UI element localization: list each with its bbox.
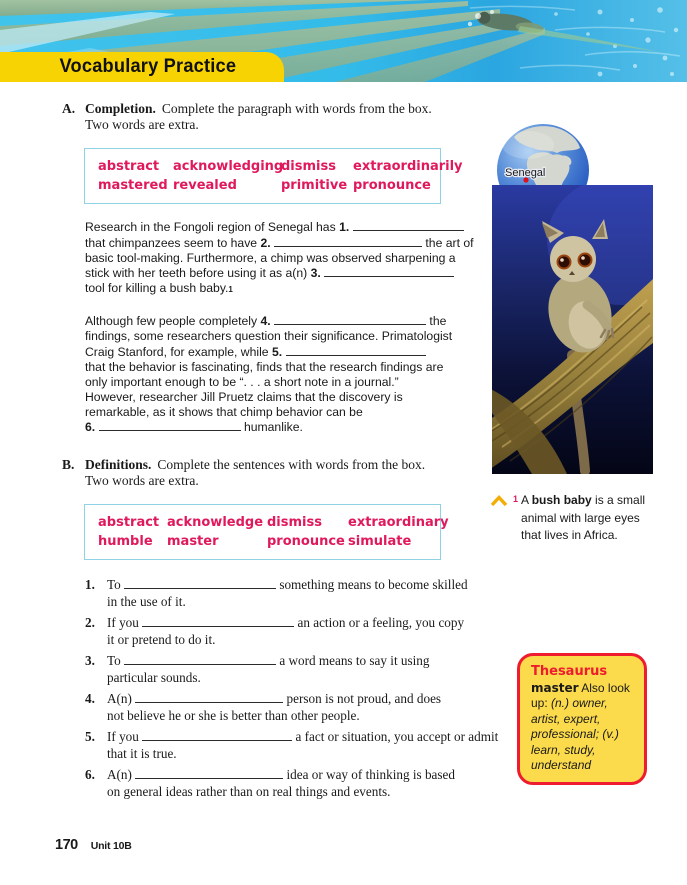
item-line-1 — [107, 652, 464, 669]
box-word: abstract — [98, 159, 160, 174]
footnote-ref: 1 — [228, 285, 233, 295]
section-a-label: A. — [62, 101, 76, 116]
text: If you — [107, 615, 143, 631]
text: To — [107, 577, 125, 593]
item-number: 3. — [85, 653, 95, 669]
bush-baby-photo — [492, 185, 653, 474]
answer-blank — [124, 577, 276, 589]
section-a-instruction-2: Two words are extra. — [85, 117, 199, 132]
text: Also look up: — [531, 680, 630, 710]
paragraph-line — [85, 344, 464, 359]
item-line-1 — [107, 576, 468, 593]
answer-blank — [324, 266, 454, 277]
bold-text: 5. — [271, 344, 286, 359]
box-word: acknowledge — [167, 515, 264, 531]
paragraph-line — [85, 251, 464, 266]
page-title: Vocabulary Practice — [59, 56, 237, 77]
text: Although few people completely — [85, 314, 261, 329]
answer-blank — [135, 767, 283, 779]
thesaurus-title: Thesaurus — [531, 664, 608, 679]
text: Craig Stanford, for example, while — [85, 344, 272, 359]
page-footer — [55, 837, 132, 853]
item-text — [107, 614, 464, 648]
section-b-heading — [62, 457, 464, 489]
paragraph-2 — [85, 314, 464, 435]
paragraph-1 — [85, 220, 474, 297]
italic-text: learn, study, understand — [531, 742, 596, 772]
item-number: 6. — [85, 767, 95, 783]
italic-text: (v.) — [602, 727, 619, 741]
box-word: pronounce — [267, 534, 345, 550]
italic-text: owner, artist, expert, professional; — [531, 696, 608, 741]
item-line-1 — [107, 614, 464, 631]
answer-blank — [135, 691, 283, 703]
text: is a small animal with large eyes that lives in Africa. — [521, 493, 646, 542]
answer-blank — [124, 653, 276, 665]
text: that chimpanzees seem to have — [85, 235, 261, 250]
box-word: master — [167, 534, 219, 550]
paragraph-line — [85, 375, 464, 390]
text: humanlike. — [240, 420, 303, 435]
section-b-instruction-2: Two words are extra. — [85, 473, 199, 489]
text: the — [426, 314, 447, 329]
box-word: abstract — [98, 515, 160, 531]
item-line-1 — [107, 690, 464, 707]
paragraph-line — [85, 360, 464, 375]
paragraph-line — [85, 314, 464, 329]
bold-text: 3. — [310, 266, 325, 281]
paragraph-line — [85, 329, 464, 344]
item-text — [107, 576, 468, 610]
text: basic tool-making. Furthermore, a chimp was observed sharpening a — [85, 250, 456, 265]
item-line-2: that it is true. — [107, 746, 177, 762]
text: If you — [107, 729, 143, 745]
main-column — [62, 101, 499, 804]
definition-item — [85, 652, 464, 686]
text: tool for killing a bush baby. — [85, 281, 229, 296]
text: a word means to say it using — [276, 653, 430, 669]
item-number: 4. — [85, 691, 95, 707]
bold-text: 6. — [85, 420, 99, 435]
word-box-b — [84, 504, 449, 560]
text: findings, some researchers question their significance. Primatologist — [85, 329, 453, 344]
text: something means to become skilled — [276, 577, 468, 593]
item-line-2: on general ideas rather than on real things and events. — [107, 784, 391, 800]
section-b-label: B. — [62, 457, 75, 473]
box-word: acknowledging — [173, 159, 284, 174]
bold-text: master — [531, 680, 579, 695]
box-word: mastered — [98, 178, 168, 193]
answer-blank — [142, 615, 294, 627]
item-text — [107, 766, 464, 800]
page-number: 170 — [55, 837, 78, 853]
item-line-2: it or pretend to do it. — [107, 632, 216, 648]
box-word: revealed — [173, 178, 237, 193]
box-word: pronounce — [353, 178, 431, 193]
item-line-2: not believe he or she is better than other people. — [107, 708, 360, 724]
text: A — [521, 493, 532, 507]
banner — [0, 52, 284, 82]
answer-blank — [353, 220, 464, 231]
unit-label: Unit 10B — [90, 840, 132, 852]
text: To — [107, 653, 125, 669]
definition-item — [85, 690, 464, 724]
italic-text: (n.) — [551, 696, 570, 710]
text: a fact or situation, you accept or admit — [292, 729, 499, 745]
section-a-instruction: Complete the paragraph with words from the box. — [161, 101, 432, 116]
paragraph-line — [85, 420, 464, 435]
text: stick with her teeth before using it as a(n) — [85, 266, 311, 281]
thesaurus-box — [517, 653, 647, 785]
section-b-instruction: Complete the sentences with words from the box. — [157, 457, 426, 473]
item-text — [107, 728, 498, 762]
item-number: 2. — [85, 615, 95, 631]
item-number: 1. — [85, 577, 95, 593]
paragraph-line — [85, 220, 464, 235]
text: A(n) — [107, 691, 136, 707]
section-a-heading — [62, 101, 464, 133]
item-number: 5. — [85, 729, 95, 745]
section-a-title: Completion. — [85, 101, 156, 116]
globe-label: Senegal — [505, 167, 546, 179]
footnote-text — [521, 492, 651, 545]
item-line-2: particular sounds. — [107, 670, 201, 686]
thesaurus-entry — [531, 681, 634, 774]
paragraph-line — [85, 235, 474, 250]
answer-blank — [274, 314, 426, 325]
item-line-1 — [107, 728, 498, 745]
item-line-2: in the use of it. — [107, 594, 186, 610]
definition-item — [85, 728, 499, 762]
bold-text: 4. — [260, 314, 275, 329]
answer-blank — [142, 729, 292, 741]
text: only important enough to be “. . . a short note in a journal.” — [85, 374, 399, 389]
box-word: humble — [98, 534, 153, 550]
text: A(n) — [107, 767, 136, 783]
box-word: extraordinarily — [353, 159, 463, 174]
bold-text: 1. — [339, 220, 353, 235]
item-text — [107, 690, 464, 724]
answer-blank — [274, 235, 422, 246]
box-word: dismiss — [281, 159, 336, 174]
text: Research in the Fongoli region of Senegal has — [85, 220, 340, 235]
paragraph-line — [85, 405, 464, 420]
answer-blank — [99, 420, 241, 431]
box-word: extraordinary — [348, 515, 449, 531]
definitions-list — [85, 576, 499, 800]
text: idea or way of thinking is based — [283, 767, 455, 783]
answer-blank — [286, 344, 426, 355]
bold-text: bush baby — [531, 493, 592, 507]
footnote-number: 1 — [513, 494, 519, 504]
text: person is not proud, and does — [283, 691, 442, 707]
word-box-a — [84, 148, 463, 204]
text: the art of — [422, 235, 474, 250]
paragraph-line — [85, 390, 464, 405]
text: remarkable, as it shows that chimp behavior can be — [85, 404, 363, 419]
text: However, researcher Jill Pruetz claims that the discovery is — [85, 389, 403, 404]
bold-text: 2. — [260, 235, 275, 250]
paragraph-line — [85, 281, 464, 297]
caret-icon — [490, 495, 508, 507]
text: an action or a feeling, you copy — [294, 615, 465, 631]
item-line-1 — [107, 766, 464, 783]
item-text — [107, 652, 464, 686]
section-b-title: Definitions. — [85, 457, 152, 473]
text: that the behavior is fascinating, finds that the research findings are — [85, 359, 444, 374]
box-word: simulate — [348, 534, 412, 550]
definition-item — [85, 576, 468, 610]
box-word: dismiss — [267, 515, 322, 531]
definition-item — [85, 614, 464, 648]
footnote — [490, 492, 662, 545]
box-word: primitive — [281, 178, 348, 193]
definition-item — [85, 766, 464, 800]
paragraph-line — [85, 266, 464, 281]
bush-baby-image — [492, 185, 653, 474]
